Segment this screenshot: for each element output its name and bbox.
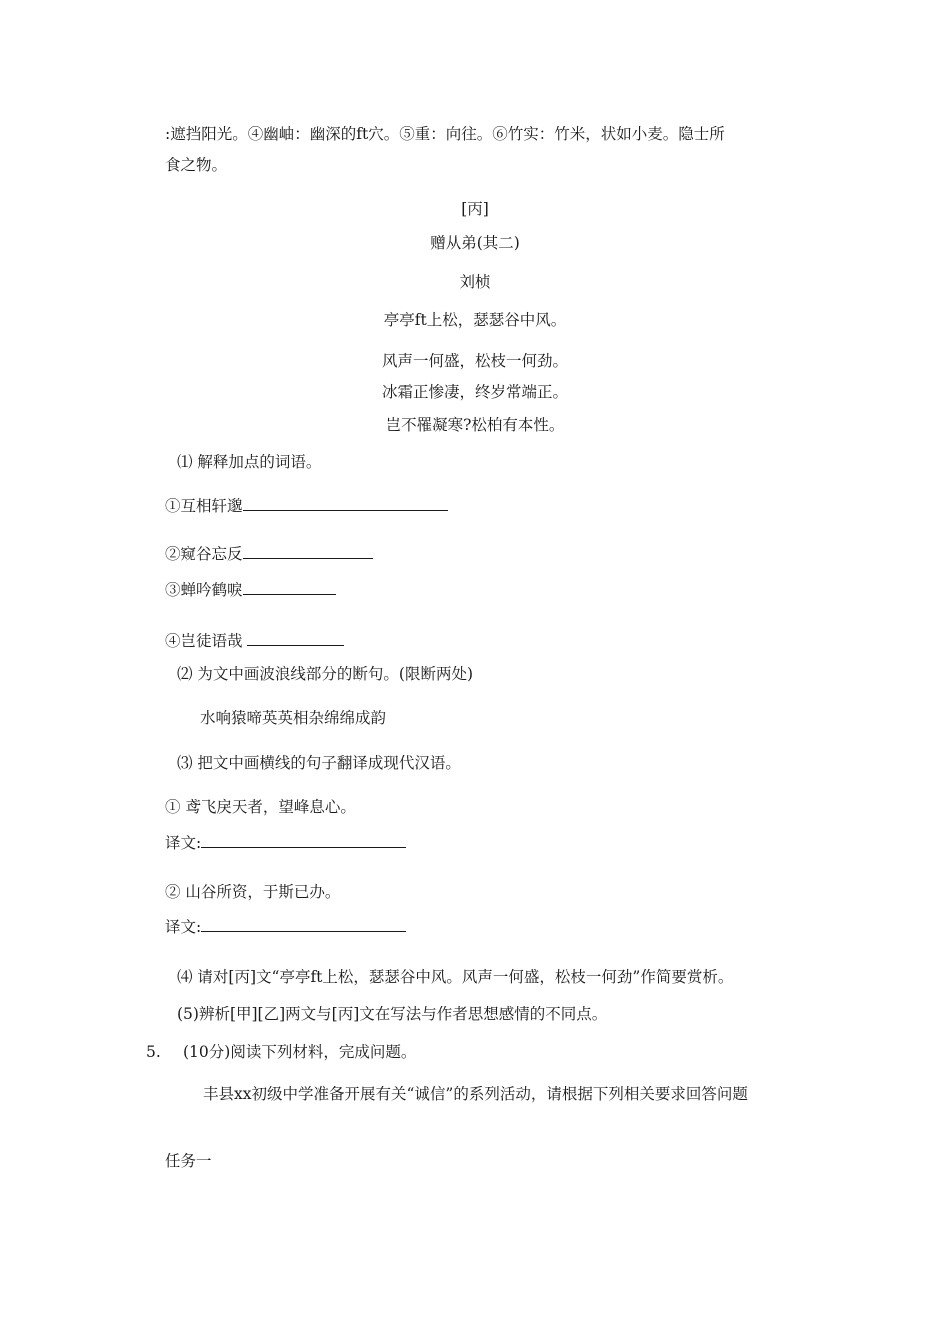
answer-blank[interactable] <box>247 631 344 646</box>
question-prompt: ⑶ 把文中画横线的句子翻译成现代汉语。 <box>177 754 461 772</box>
translation-blank[interactable] <box>201 917 406 932</box>
annotation-line: 食之物。 <box>165 156 228 174</box>
question-paragraph: 丰县xx初级中学准备开展有关“诚信”的系列活动，请根据下列相关要求回答问题 <box>203 1085 748 1103</box>
annotation-line: :遮挡阳光。④幽岫：幽深的ft穴。⑤重：向往。⑥竹实：竹米，状如小麦。隐士所 <box>165 125 725 143</box>
vocab-item <box>165 580 336 600</box>
answer-blank[interactable] <box>243 496 448 511</box>
translation-blank[interactable] <box>201 833 406 848</box>
answer-blank[interactable] <box>243 580 336 595</box>
answer-blank[interactable] <box>243 544 373 559</box>
vocab-term: ④岂徒语哉 <box>165 632 248 650</box>
vocab-term: ③蝉吟鹤唳 <box>165 581 243 599</box>
section-label: [丙] <box>461 200 489 218</box>
poem-line: 亭亭ft上松，瑟瑟谷中风。 <box>383 311 567 329</box>
question-number: 5. <box>146 1043 161 1061</box>
vocab-item <box>165 544 373 564</box>
poem-line: 岂不罹凝寒?松柏有本性。 <box>385 416 565 434</box>
vocab-term: ①互相轩邈 <box>165 497 243 515</box>
question-prompt: ⑷ 请对[丙]文“亭亭ft上松，瑟瑟谷中风。风声一何盛，松枝一何劲”作简要赏析。 <box>177 968 734 986</box>
vocab-item <box>165 631 344 651</box>
poem-title: 赠从弟(其二) <box>430 234 520 252</box>
translation-row <box>165 917 406 937</box>
task-heading: 任务一 <box>165 1152 212 1170</box>
question-intro: (10分)阅读下列材料，完成问题。 <box>183 1043 417 1061</box>
vocab-item <box>165 496 448 516</box>
question-prompt: ⑴ 解释加点的词语。 <box>177 453 322 471</box>
poem-line: 冰霜正惨凄，终岁常端正。 <box>381 383 568 401</box>
translation-row <box>165 833 406 853</box>
question-prompt: (5)辨析[甲][乙]两文与[丙]文在写法与作者思想感情的不同点。 <box>177 1005 608 1023</box>
translation-label: 译文: <box>165 918 202 936</box>
poem-line: 风声一何盛，松枝一何劲。 <box>381 352 568 370</box>
question-prompt: ⑵ 为文中画波浪线部分的断句。(限断两处) <box>177 665 474 683</box>
vocab-term: ②窥谷忘反 <box>165 545 243 563</box>
punctuation-sentence: 水响猿啼英英相杂绵绵成韵 <box>200 709 387 727</box>
translation-sentence: ① 鸢飞戾天者，望峰息心。 <box>165 798 356 816</box>
translation-label: 译文: <box>165 834 202 852</box>
poem-author: 刘桢 <box>459 273 491 291</box>
translation-sentence: ② 山谷所资，于斯已办。 <box>165 883 341 901</box>
